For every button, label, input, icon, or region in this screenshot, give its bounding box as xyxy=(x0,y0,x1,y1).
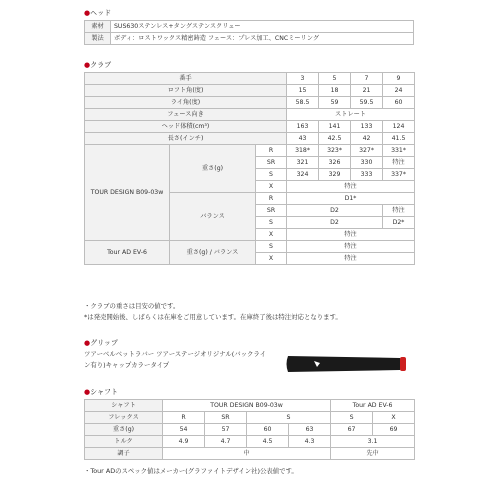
shaft-section-title: ●シャフト xyxy=(84,388,118,396)
torque-value: 4.7 xyxy=(205,436,247,448)
row-label: 素材 xyxy=(85,21,111,33)
kick-value: 中 xyxy=(163,448,331,460)
flex-cell: R xyxy=(256,193,287,205)
weight-label: 重さ(g) xyxy=(170,145,256,193)
balance-value: 特注 xyxy=(383,205,415,217)
torque-value: 4.5 xyxy=(247,436,289,448)
spec-value: 15 xyxy=(287,85,319,97)
table-row xyxy=(85,133,415,145)
balance-label: バランス xyxy=(170,193,256,241)
spec-value: 59 xyxy=(319,97,351,109)
spec-value: 21 xyxy=(351,85,383,97)
row-label: フレックス xyxy=(85,412,163,424)
spec-label: 長さ(インチ) xyxy=(85,133,287,145)
grip-body xyxy=(287,356,402,372)
flex-cell: X xyxy=(256,253,287,265)
flex-value: R xyxy=(163,412,205,424)
flex-cell: SR xyxy=(256,157,287,169)
weight-value: 69 xyxy=(373,424,415,436)
spec-value: 59.5 xyxy=(351,97,383,109)
spec-value: 43 xyxy=(287,133,319,145)
grip-desc-1: ツアーベルベットラバー ツアーステージオリジナル(バックライ xyxy=(84,350,266,358)
col-header: 9 xyxy=(383,73,415,85)
flex-cell: S xyxy=(256,169,287,181)
row-label: 製法 xyxy=(85,33,111,45)
col-header: 5 xyxy=(319,73,351,85)
table-row xyxy=(85,73,415,85)
weight-value: 特注 xyxy=(383,157,415,169)
balance-value: D1* xyxy=(287,193,415,205)
shaft-footnote: ・Tour ADのスペック値はメーカー(グラファイトデザイン社)公表値です。 xyxy=(84,467,298,475)
table-row xyxy=(85,97,415,109)
grip-image xyxy=(282,349,412,379)
spec-value: 42.5 xyxy=(319,133,351,145)
flex-cell: S xyxy=(256,217,287,229)
grip-desc-2: ン有り)キャップカラータイプ xyxy=(84,361,170,369)
weight-value: 326 xyxy=(319,157,351,169)
grip-cap xyxy=(400,357,406,371)
table-row xyxy=(85,448,415,460)
spec-value: 124 xyxy=(383,121,415,133)
weight-value: 333 xyxy=(351,169,383,181)
flex-cell: X xyxy=(256,181,287,193)
balance-value: D2 xyxy=(287,205,383,217)
flex-cell: SR xyxy=(256,205,287,217)
bullet-icon: ● xyxy=(84,61,91,69)
torque-value: 4.9 xyxy=(163,436,205,448)
weight-value: 318* xyxy=(287,145,319,157)
bullet-icon: ● xyxy=(84,388,91,396)
weight-value: 337* xyxy=(383,169,415,181)
table-row xyxy=(85,109,415,121)
spec-value: 141 xyxy=(319,121,351,133)
spec-value: 133 xyxy=(351,121,383,133)
weight-value: 67 xyxy=(331,424,373,436)
head-table xyxy=(84,20,414,45)
weight-value: 60 xyxy=(247,424,289,436)
shaft2-value: 特注 xyxy=(287,241,415,253)
weight-value: 330 xyxy=(351,157,383,169)
balance-value: D2* xyxy=(383,217,415,229)
weight-value: 327* xyxy=(351,145,383,157)
weight-value: 323* xyxy=(319,145,351,157)
weight-value: 54 xyxy=(163,424,205,436)
shaft-name: Tour AD EV-6 xyxy=(331,400,415,412)
row-label: シャフト xyxy=(85,400,163,412)
table-row xyxy=(85,412,415,424)
col-header: 3 xyxy=(287,73,319,85)
weight-value: 324 xyxy=(287,169,319,181)
spec-value: 163 xyxy=(287,121,319,133)
flex-value: S xyxy=(331,412,373,424)
spec-label: ライ角(度) xyxy=(85,97,287,109)
bullet-icon: ● xyxy=(84,339,91,347)
table-row xyxy=(85,121,415,133)
spec-value: ストレート xyxy=(287,109,415,121)
torque-value: 4.3 xyxy=(289,436,331,448)
row-label: トルク xyxy=(85,436,163,448)
spec-value: 24 xyxy=(383,85,415,97)
col-header: 7 xyxy=(351,73,383,85)
flex-value: SR xyxy=(205,412,247,424)
club-section-title: ●クラブ xyxy=(84,61,112,69)
torque-value: 3.1 xyxy=(331,436,415,448)
spec-label: フェース向き xyxy=(85,109,287,121)
weight-value: 63 xyxy=(289,424,331,436)
club-note-2: *は発売開始後、しばらくは在庫をご用意しています。在庫終了後は特注対応となります。 xyxy=(84,313,342,321)
shaft2-value: 特注 xyxy=(287,253,415,265)
flex-value: X xyxy=(373,412,415,424)
table-row xyxy=(85,424,415,436)
spec-value: 18 xyxy=(319,85,351,97)
flex-value: S xyxy=(247,412,331,424)
weight-value: 57 xyxy=(205,424,247,436)
weight-value: 特注 xyxy=(287,181,415,193)
shaft2-label: Tour AD EV-6 xyxy=(85,241,170,265)
row-label: 重さ(g) xyxy=(85,424,163,436)
weight-value: 321 xyxy=(287,157,319,169)
spec-value: 41.5 xyxy=(383,133,415,145)
balance-value: 特注 xyxy=(287,229,415,241)
balance-value: D2 xyxy=(287,217,383,229)
row-label: 調子 xyxy=(85,448,163,460)
bullet-icon: ● xyxy=(84,9,91,17)
flex-cell: S xyxy=(256,241,287,253)
club-table xyxy=(84,72,415,265)
club-note-1: ・クラブの重さは目安の値です。 xyxy=(84,302,180,310)
flex-cell: X xyxy=(256,229,287,241)
table-row xyxy=(85,145,415,157)
grip-section-title: ●グリップ xyxy=(84,339,118,347)
head-section-title: ●ヘッド xyxy=(84,9,112,17)
row-value: SUS630ステンレス+タングステンスクリュー xyxy=(111,21,414,33)
table-row xyxy=(85,21,414,33)
shaft2-spec-label: 重さ(g) / バランス xyxy=(170,241,256,265)
shaft1-label: TOUR DESIGN B09-03w xyxy=(85,145,170,241)
spec-label: ロフト角(度) xyxy=(85,85,287,97)
flex-cell: R xyxy=(256,145,287,157)
spec-label: ヘッド体積(cm³) xyxy=(85,121,287,133)
shaft-name: TOUR DESIGN B09-03w xyxy=(163,400,331,412)
spec-value: 42 xyxy=(351,133,383,145)
header-label: 番手 xyxy=(85,73,287,85)
table-row xyxy=(85,241,415,253)
spec-value: 60 xyxy=(383,97,415,109)
table-row xyxy=(85,85,415,97)
table-row xyxy=(85,400,415,412)
spec-value: 58.5 xyxy=(287,97,319,109)
table-row xyxy=(85,436,415,448)
shaft-table xyxy=(84,399,415,460)
kick-value: 先中 xyxy=(331,448,415,460)
weight-value: 329 xyxy=(319,169,351,181)
table-row xyxy=(85,33,414,45)
weight-value: 331* xyxy=(383,145,415,157)
row-value: ボディ：ロストワックス精密鋳造 フェース：プレス加工、CNCミーリング xyxy=(111,33,414,45)
